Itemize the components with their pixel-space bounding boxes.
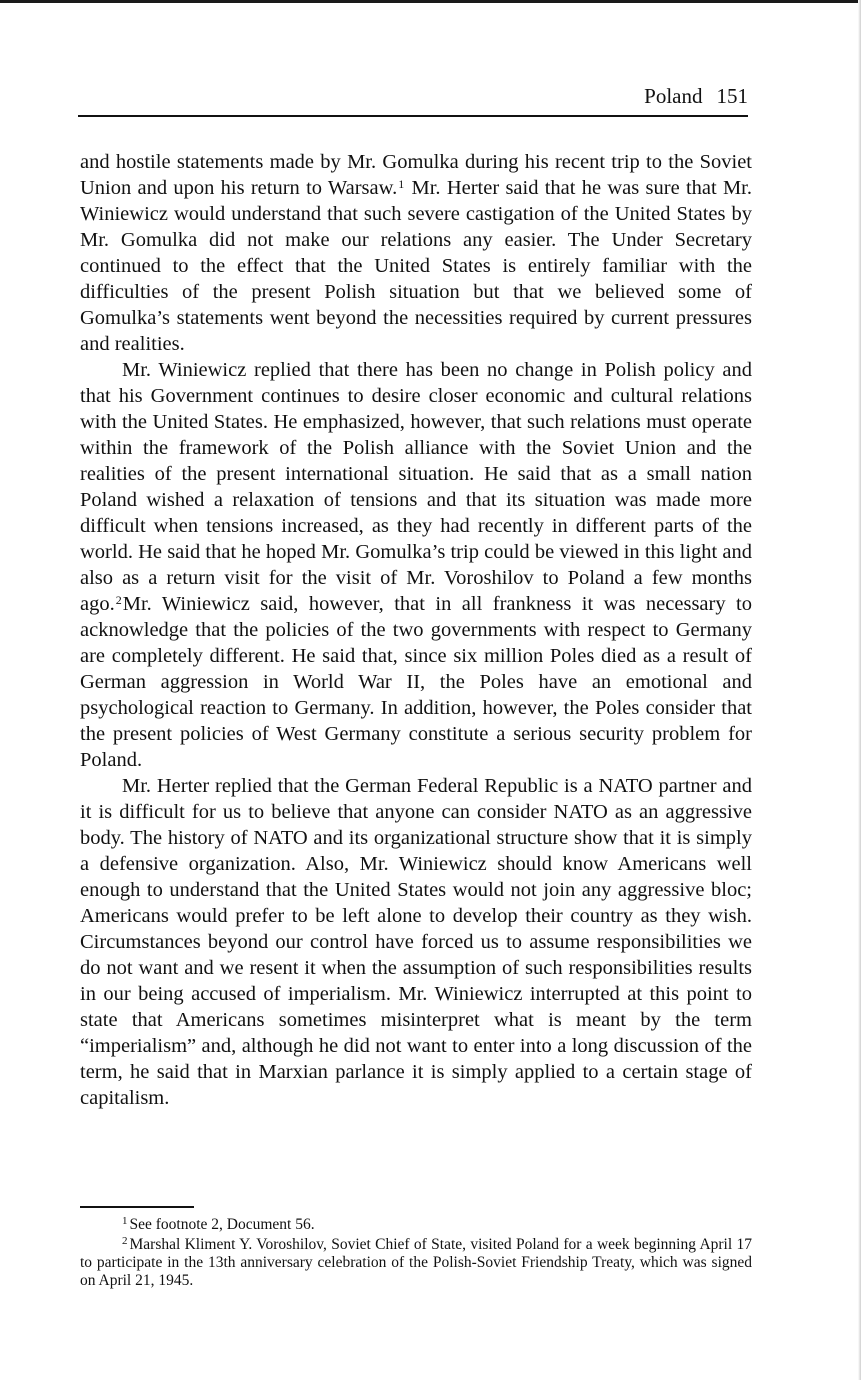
paragraph-1-text-a: and hostile statements made by Mr. Gomulka during his recent trip to the Soviet Union and upon his return to Warsaw. [80, 151, 752, 199]
footnote-2-text: Marshal Kliment Y. Voroshilov, Soviet Chief of State, visited Poland for a week beginning April 17 to participate in the 13th anniversary celebration of the Polish-Soviet Friendship Treaty, which was signed on April 21, 1945. [80, 1236, 752, 1289]
running-header [78, 84, 748, 114]
footnote-2 [80, 1236, 752, 1290]
footnote-ref-2[interactable]: 2 [115, 593, 122, 607]
paragraph-1-text-b: Mr. Herter said that he was sure that Mr. Winiewicz would understand that such severe castigation of the United States by Mr. Gomulka did not make our relations any easier. The Under Secretary continued to the effect that the United States is entirely familiar with the difficulties of the present Polish situation but that we believed some of Gomulka’s statements went beyond the necessities required by current pressures and realities. [80, 177, 752, 355]
body-text [80, 149, 752, 1111]
footnotes [80, 1216, 752, 1292]
footnote-1-text: See footnote 2, Document 56. [129, 1216, 315, 1233]
paragraph-3: Mr. Herter replied that the German Federal Republic is a NATO partner and it is difficult for us to believe that anyone can consider NATO as an aggressive body. The history of NATO and its organizational structure show that it is simply a defensive organization. Also, Mr. Winiewicz should know Americans well enough to understand that the United States would not join any aggressive bloc; Americans would prefer to be left alone to develop their country as they wish. Circumstances beyond our control have forced us to assume responsibilities we do not want and we resent it when the assumption of such responsibilities results in our being accused of imperialism. Mr. Winiewicz interrupted at this point to state that Americans sometimes misinterpret what is meant by the term “imperialism” and, although he did not want to enter into a long discussion of the term, he said that in Marxian parlance it is simply applied to a certain stage of capitalism. [80, 775, 752, 1109]
header-rule [78, 115, 748, 117]
footnote-rule [80, 1206, 194, 1208]
running-title: Poland [644, 84, 703, 108]
footnote-ref-1[interactable]: 1 [398, 177, 405, 191]
paragraph-2 [80, 357, 752, 773]
footnote-marker-2: 2 [122, 1235, 128, 1247]
page-number: 151 [716, 84, 748, 108]
footnote-marker-1: 1 [122, 1215, 128, 1227]
paragraph-2-text-b: Mr. Winiewicz said, however, that in all frankness it was necessary to acknowledge that the policies of the two governments with respect to Germany are completely different. He said that, since six million Poles died as a result of German aggression in World War II, the Poles have an emotional and psychological reaction to Germany. In addition, however, the Poles consider that the present policies of West Germany constitute a serious security problem for Poland. [80, 593, 752, 771]
paragraph-1 [80, 149, 752, 357]
paragraph-2-text-a: Mr. Winiewicz replied that there has been no change in Polish policy and that his Government continues to desire closer economic and cultural relations with the United States. He emphasized, however, that such relations must operate within the framework of the Polish alliance with the Soviet Union and the realities of the present international situation. He said that as a small nation Poland wished a relaxation of tensions and that its situation was made more difficult when tensions increased, as they had recently in different parts of the world. He said that he hoped Mr. Gomulka’s trip could be viewed in this light and also as a return visit for the visit of Mr. Voroshilov to Poland a few months ago. [80, 359, 752, 615]
footnote-1 [80, 1216, 752, 1234]
scan-edge-top [0, 0, 861, 3]
